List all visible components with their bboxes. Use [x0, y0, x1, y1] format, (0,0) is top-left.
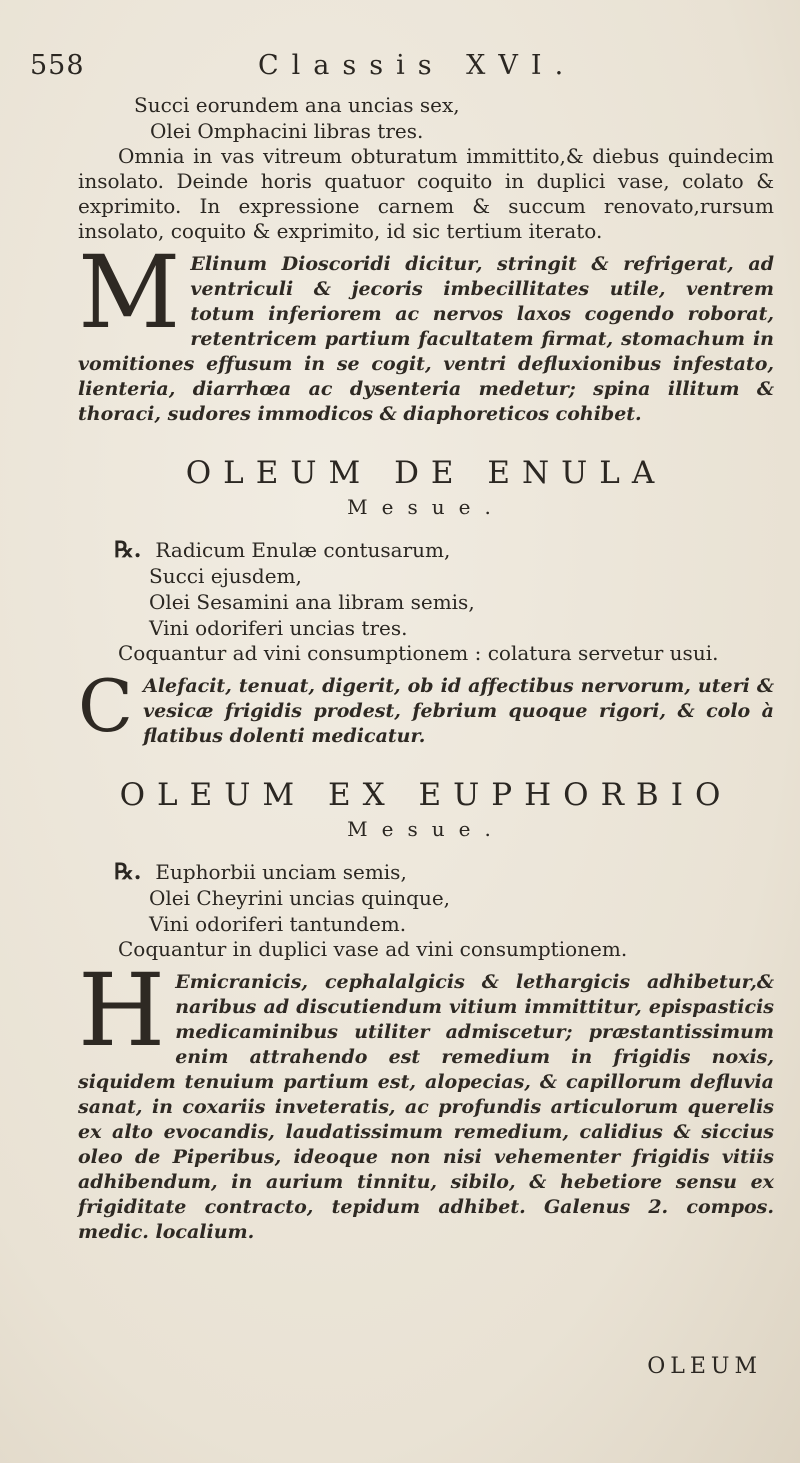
- ingredient-line: Olei Cheyrini uncias quinque,: [149, 886, 451, 910]
- ingredient-line: Radicum Enulæ contusarum,: [155, 538, 451, 562]
- section-title: OLEUM DE ENULA: [185, 455, 667, 491]
- section-author: Mesue.: [347, 817, 505, 841]
- running-head: Classis XVI.: [258, 50, 577, 81]
- virtues-paragraph: H Emicranicis, cephalalgicis & lethargicis adhibetur,& naribus ad discutiendum vitium immittitur, epispasticis medicaminibus utiliter admiscetur; præstantissimum enim attrahendo est remedium in frigidis noxis, siquidem tenuium partium est, alopecias, & capillorum defluvia sanat, in coxariis inveteratis, ac profundis articulorum querelis ex alto evocandis, laudatissimum remedium, calidius & siccius oleo de Piperibus, ideoque non nisi vehementer frigidis vitiis adhibendum, in aurium tinnitu, sibilo, & hebetiore sensu ex frigiditate contracto, tepidum adhibet. Galenus 2. compos. medic. localium.: [78, 952, 774, 1243]
- ingredient-line: Succi eorundem ana uncias sex,: [134, 93, 460, 117]
- ingredient-line: Succi ejusdem,: [149, 564, 302, 588]
- drop-cap: M: [78, 234, 181, 351]
- section-author: Mesue.: [347, 495, 505, 519]
- ingredient-line: Euphorbii unciam semis,: [155, 860, 407, 884]
- recipe-first-line: [78, 859, 774, 885]
- drop-cap: C: [78, 664, 134, 748]
- ingredient-line: Olei Sesamini ana libram semis,: [149, 590, 475, 614]
- recipe-symbol: ℞.: [114, 859, 142, 885]
- virtues-paragraph: M Elinum Dioscoridi dicitur, stringit & refrigerat, ad ventriculi & jecoris imbecillitates utile, ventrem totum inferiorem ac nervos laxos cogendo roborat, retentricem partium facultatem firmat, stomachum in vomitiones effusum in se cogit, ventri defluxionibus infestato, lienteria, diarrhœa ac dysenteria medetur; spina illitum & thoraci, sudores immodicos & diaphoreticos cohibet.: [78, 234, 774, 425]
- ingredient-line: Vini odoriferi uncias tres.: [149, 616, 408, 640]
- preparation-instructions: Omnia in vas vitreum obturatum immittito,& diebus quindecim insolato. Deinde horis quatuor coquito in duplici vase, colato & exprimito. In expressione carnem & succum renovato,rursum insolato, coquito & exprimito, id sic tertium iterato.: [78, 144, 774, 243]
- page-header: [30, 46, 774, 92]
- page-number: 558: [30, 50, 85, 81]
- preparation-instructions: Coquantur ad vini consumptionem : colatura servetur usui.: [118, 641, 719, 665]
- section-title: OLEUM EX EUPHORBIO: [119, 777, 733, 813]
- recipe-first-line: [78, 537, 774, 563]
- ingredient-line: Olei Omphacini libras tres.: [150, 119, 424, 143]
- virtues-paragraph: C Alefacit, tenuat, digerit, ob id affectibus nervorum, uteri & vesicæ frigidis prodest, febrium quoque rigori, & colo à flatibus dolenti medicatur.: [78, 664, 774, 748]
- catchword: OLEUM: [647, 1354, 762, 1379]
- preparation-instructions: Coquantur in duplici vase ad vini consumptionem.: [118, 937, 628, 961]
- ingredient-line: Vini odoriferi tantundem.: [149, 912, 407, 936]
- drop-cap: H: [78, 952, 166, 1069]
- recipe-symbol: ℞.: [114, 537, 142, 563]
